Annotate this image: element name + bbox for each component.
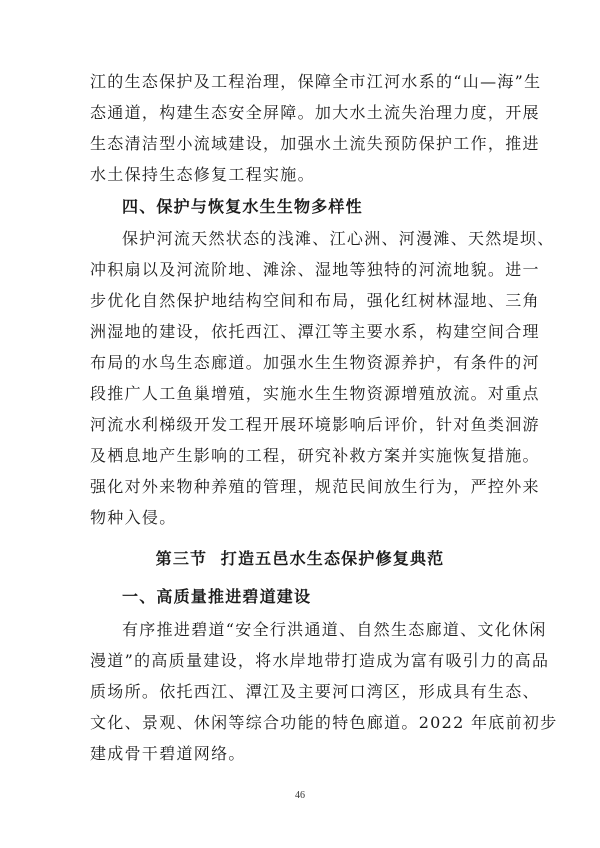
paragraph-line: 水土保持生态修复工程实施。 xyxy=(90,165,315,184)
paragraph-line: 保护河流天然状态的浅滩、江心洲、河漫滩、天然堤坝、 xyxy=(122,229,555,248)
subsection-heading: 四、保护与恢复水生生物多样性 xyxy=(122,197,363,216)
paragraph-line: 建成骨干碧道网络。 xyxy=(90,744,246,763)
paragraph-line: 布局的水鸟生态廊道。加强水生生物资源养护，有条件的河 xyxy=(90,353,540,372)
paragraph-line: 江的生态保护及工程治理，保障全市江河水系的“山—海”生 xyxy=(90,72,542,91)
paragraph-line: 步优化自然保护地结构空间和布局，强化红树林湿地、三角 xyxy=(90,291,540,310)
paragraph-line: 物种入侵。 xyxy=(90,508,177,527)
paragraph-line: 生态清洁型小流域建设，加强水土流失预防保护工作，推进 xyxy=(90,134,540,153)
subsection-heading: 一、高质量推进碧道建设 xyxy=(122,587,312,606)
paragraph-line: 态通道，构建生态安全屏障。加大水土流失治理力度，开展 xyxy=(90,103,540,122)
paragraph-line: 漫道”的高质量建设，将水岸地带打造成为富有吸引力的高品 xyxy=(90,651,550,670)
paragraph-line: 有序推进碧道“安全行洪通道、自然生态廊道、文化休闲 xyxy=(122,620,547,639)
paragraph-line: 洲湿地的建设，依托西江、潭江等主要水系，构建空间合理 xyxy=(90,322,540,341)
paragraph-line: 冲积扇以及河流阶地、滩涂、湿地等独特的河流地貌。进一 xyxy=(90,260,540,279)
paragraph-line: 强化对外来物种养殖的管理，规范民间放生行为，严控外来 xyxy=(90,477,540,496)
paragraph-line: 质场所。依托西江、潭江及主要河口湾区，形成具有生态、 xyxy=(90,682,540,701)
page-number: 46 xyxy=(295,790,305,801)
paragraph-line: 及栖息地产生影响的工程，研究补救方案并实施恢复措施。 xyxy=(90,446,540,465)
paragraph-line: 段推广人工鱼巢增殖，实施水生生物资源增殖放流。对重点 xyxy=(90,384,540,403)
paragraph-line: 文化、景观、休闲等综合功能的特色廊道。2022 年底前初步 xyxy=(90,713,558,732)
section-title: 第三节 打造五邑水生态保护修复典范 xyxy=(155,549,445,568)
paragraph-line: 河流水利梯级开发工程开展环境影响后评价，针对鱼类洄游 xyxy=(90,415,540,434)
